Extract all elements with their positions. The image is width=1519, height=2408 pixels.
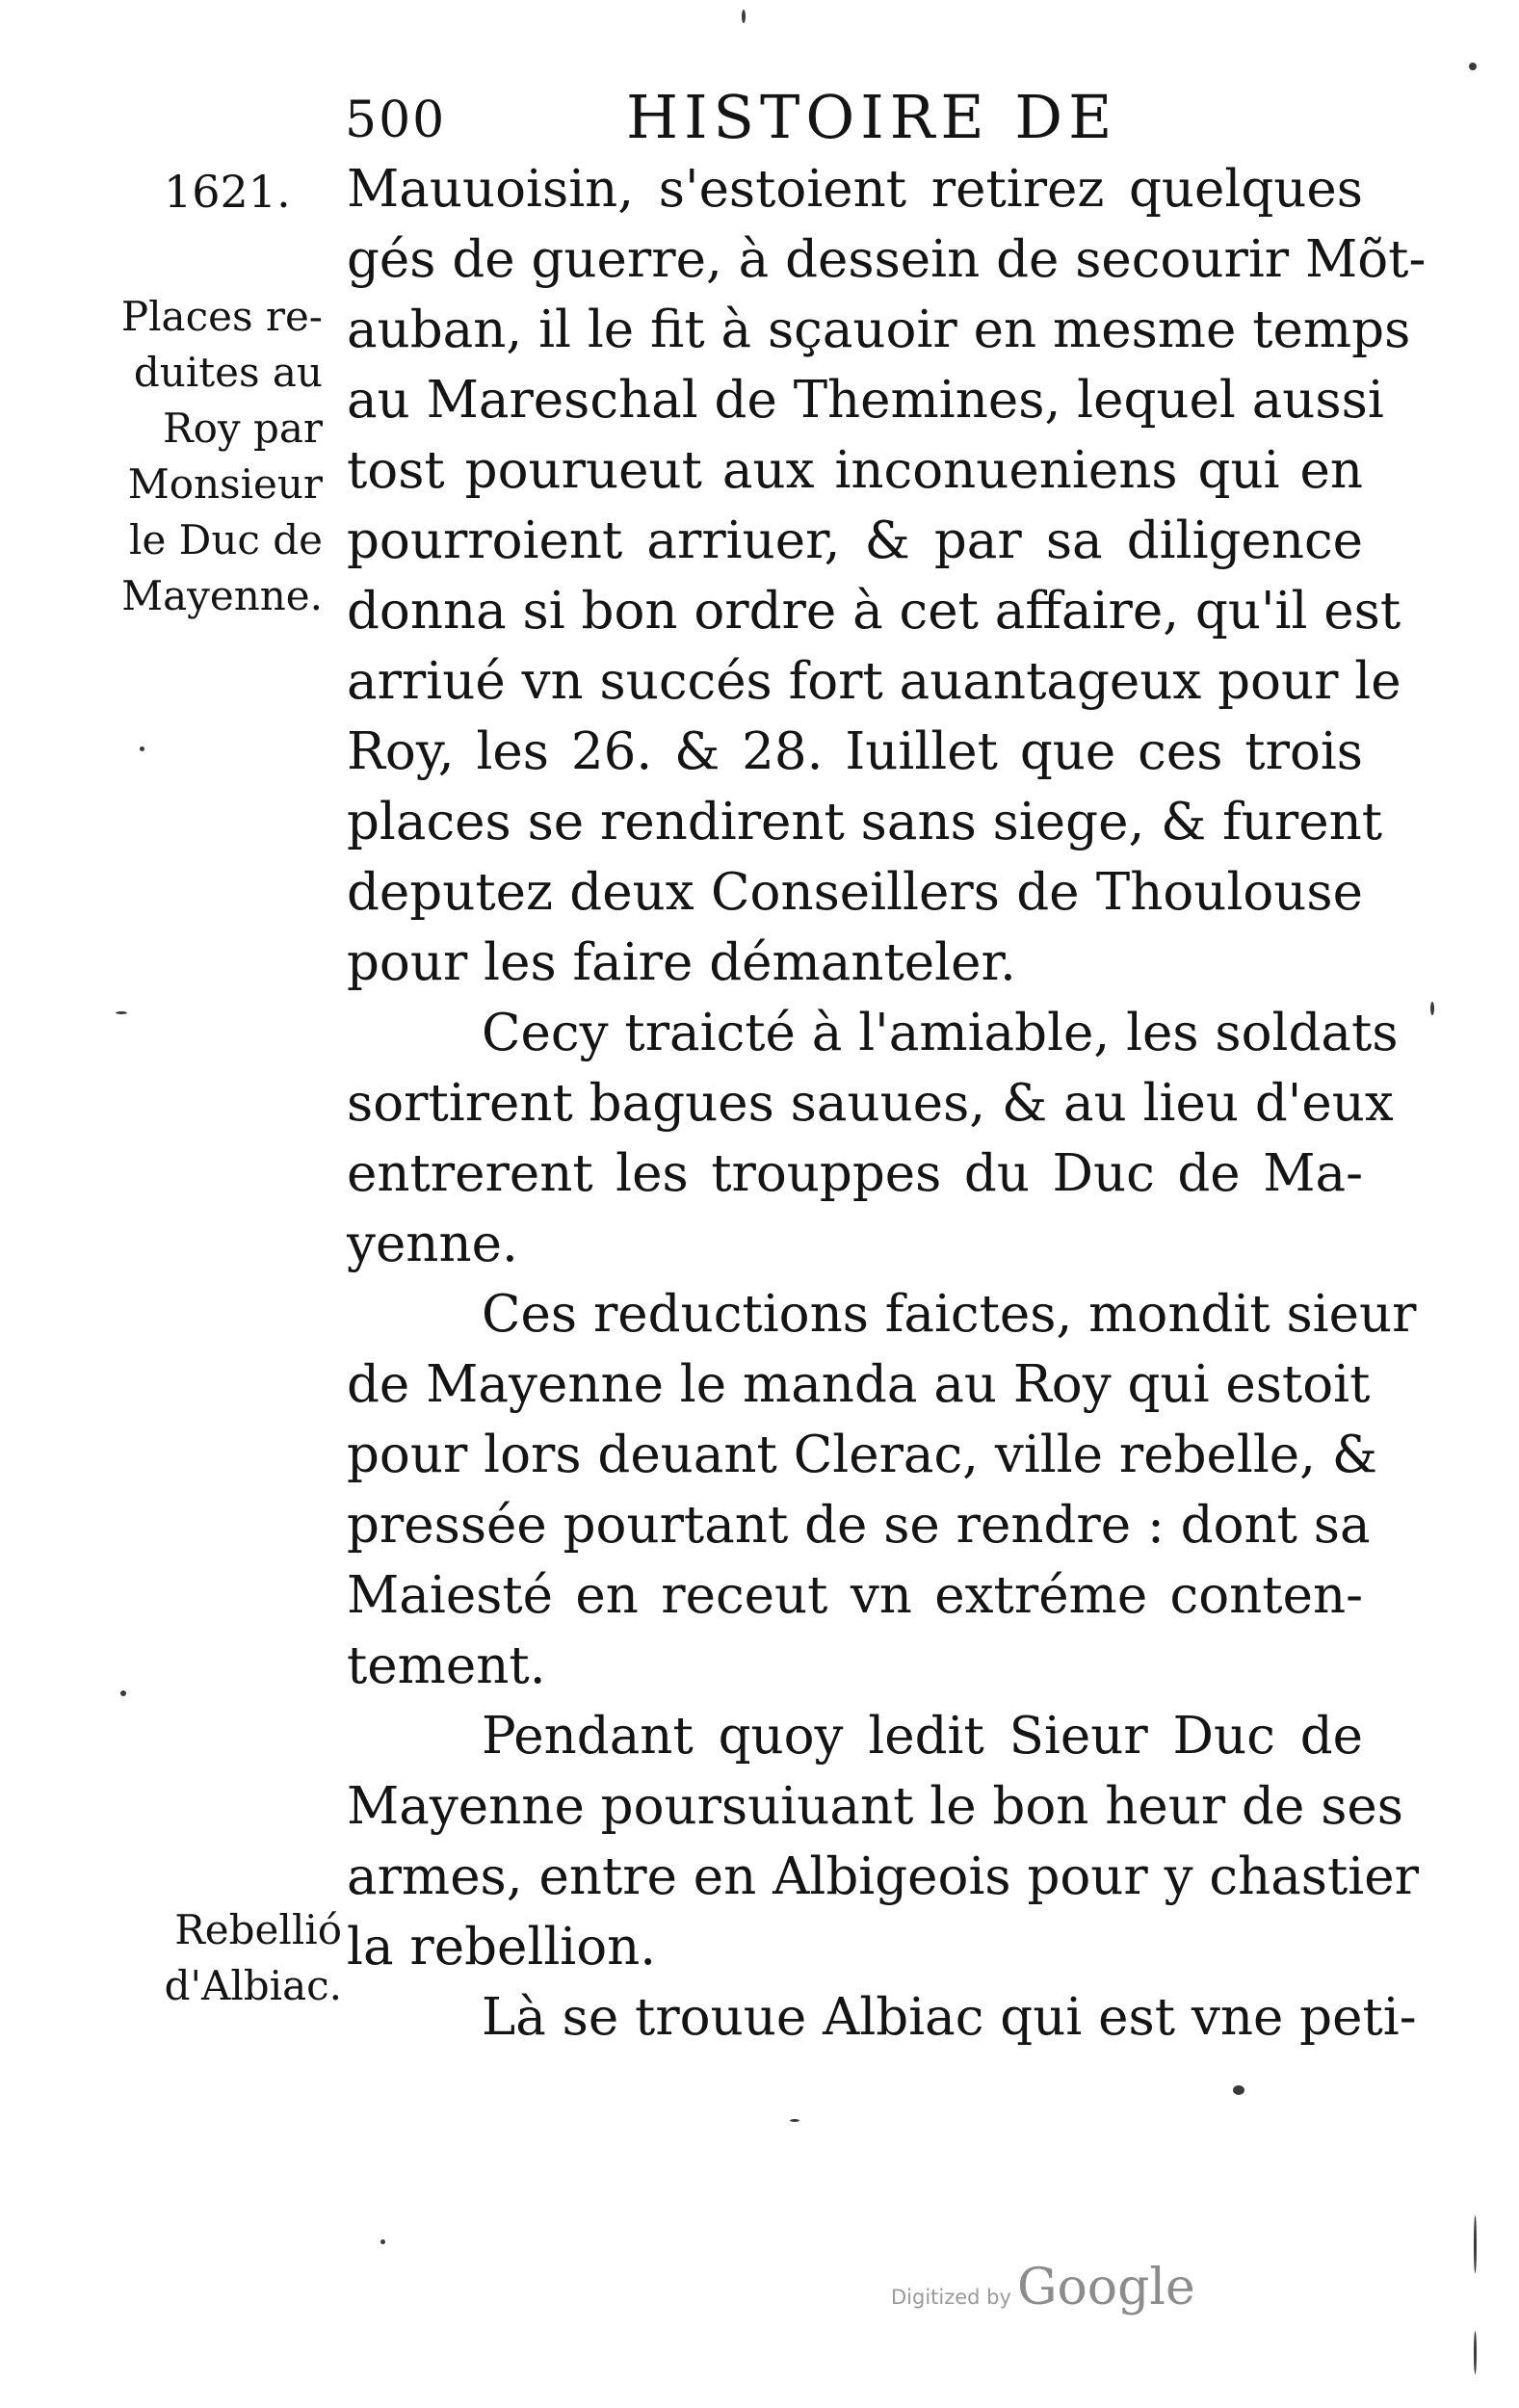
text-line: Pendant quoy ledit Sieur Duc de <box>482 1707 1363 1766</box>
text-line: tost pourueut aux inconueniens qui en <box>347 441 1363 500</box>
page-number: 500 <box>345 92 447 149</box>
scan-speck <box>1469 63 1477 70</box>
scan-speck <box>120 1690 126 1696</box>
margin-note-line: Monsieur <box>127 460 323 508</box>
text-line: pour lors deuant Clerac, ville rebelle, & <box>347 1426 1378 1484</box>
text-line: donna si bon ordre à cet affaire, qu'il est <box>347 582 1401 641</box>
text-line: tement. <box>347 1636 546 1695</box>
scan-speck <box>1233 2085 1244 2095</box>
text-line: au Mareschal de Themines, lequel aussi <box>347 371 1384 430</box>
margin-note-line: le Duc de <box>129 516 323 563</box>
text-line: Maiesté en receut vn extréme conten- <box>347 1566 1363 1625</box>
text-line: Là se trouue Albiac qui est vne peti- <box>482 1988 1417 2047</box>
margin-note-line: Mayenne. <box>121 572 323 619</box>
scan-speck <box>1474 2331 1477 2374</box>
text-line: entrerent les trouppes du Duc de Ma- <box>347 1144 1363 1203</box>
watermark-prefix: Digitized by <box>891 2286 1011 2309</box>
scan-speck <box>140 746 144 751</box>
scan-speck <box>116 1011 127 1014</box>
text-line: arriué vn succés fort auantageux pour le <box>347 652 1401 711</box>
scan-speck <box>790 2119 799 2122</box>
text-line: deputez deux Conseillers de Thoulouse <box>347 863 1363 922</box>
text-line: pressée pourtant de se rendre : dont sa <box>347 1496 1371 1555</box>
text-line: armes, entre en Albigeois pour y chastier <box>347 1847 1419 1906</box>
text-line: places se rendirent sans siege, & furent <box>347 793 1383 851</box>
margin-note-line: Rebellió <box>174 1906 342 1953</box>
margin-year: 1621. <box>164 166 291 218</box>
text-line: sortirent bagues sauues, & au lieu d'eux <box>347 1074 1394 1133</box>
text-line: gés de guerre, à dessein de secourir Mõt- <box>347 230 1427 289</box>
running-title: HISTOIRE DE <box>626 82 1118 152</box>
margin-note-places-reduites <box>96 289 323 624</box>
text-line: Cecy traicté à l'amiable, les soldats <box>482 1004 1399 1062</box>
text-line: la rebellion. <box>347 1918 657 1976</box>
scan-speck <box>1430 1002 1434 1015</box>
text-line: yenne. <box>347 1215 518 1273</box>
google-logo: Google <box>1016 2259 1195 2316</box>
text-line: de Mayenne le manda au Roy qui estoit <box>347 1355 1371 1414</box>
text-line: auban, il le fit à sçauoir en mesme temps <box>347 301 1411 359</box>
text-line: Mauuoisin, s'estoient retirez quelques <box>347 160 1363 219</box>
scan-speck <box>1474 2215 1477 2273</box>
text-line: pourroient arriuer, & par sa diligence <box>347 511 1363 570</box>
text-line: pour les faire démanteler. <box>347 933 1016 992</box>
text-line: Mayenne poursuiuant le bon heur de ses <box>347 1777 1403 1836</box>
margin-note-rebellion <box>125 1902 342 2014</box>
text-line: Ces reductions faictes, mondit sieur <box>482 1285 1417 1344</box>
margin-note-line: Places re- <box>120 293 323 340</box>
margin-note-line: duites au <box>133 349 323 396</box>
scan-speck <box>742 10 746 23</box>
body-text <box>347 154 1427 2053</box>
margin-note-line: d'Albiac. <box>164 1962 342 2009</box>
digitized-by-google-watermark <box>891 2259 1195 2316</box>
margin-note-line: Roy par <box>163 405 323 452</box>
text-line: Roy, les 26. & 28. Iuillet que ces trois <box>347 722 1363 781</box>
scan-speck <box>380 2239 385 2244</box>
